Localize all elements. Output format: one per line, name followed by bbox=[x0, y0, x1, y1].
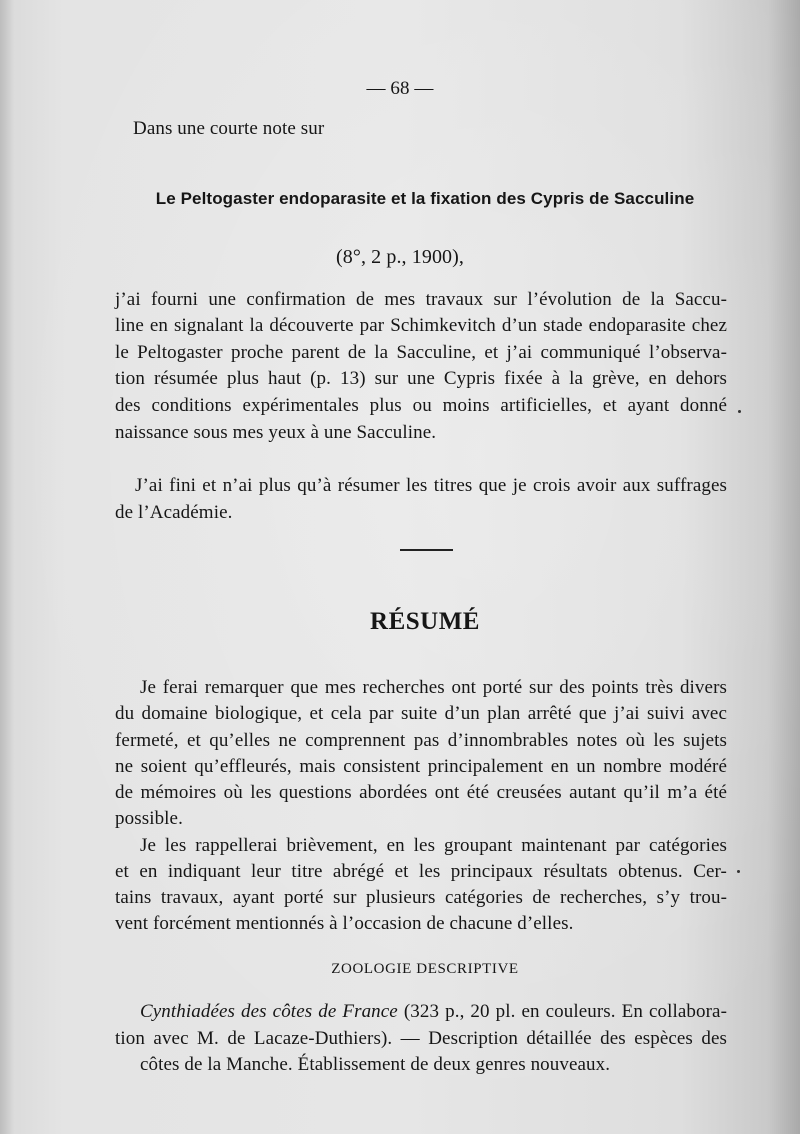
paragraph-line: fermeté, et qu’elles ne comprennent pas d’innombrables notes où les sujets bbox=[115, 730, 727, 751]
paragraph-line: tion résumée plus haut (p. 13) sur une Cypris fixée à la grève, en dehors bbox=[115, 368, 727, 389]
paragraph-line: de l’Académie. bbox=[115, 502, 233, 523]
paragraph-line: Je les rappellerai brièvement, en les groupant maintenant par catégories bbox=[140, 835, 727, 856]
work-title: Le Peltogaster endoparasite et la fixation des Cypris de Sacculine bbox=[155, 189, 695, 208]
paragraph-line: possible. bbox=[115, 808, 183, 829]
work-meta: (8°, 2 p., 1900), bbox=[335, 246, 465, 268]
subsection-title: ZOOLOGIE DESCRIPTIVE bbox=[331, 961, 519, 977]
paragraph-line: des conditions expérimentales plus ou moins artificielles, et ayant donné bbox=[115, 395, 727, 416]
entry-line: côtes de la Manche. Établissement de deux genres nouveaux. bbox=[140, 1054, 611, 1075]
separator-rule bbox=[400, 549, 453, 551]
paragraph-line: line en signalant la découverte par Schimkevitch d’un stade endoparasite chez bbox=[115, 315, 727, 336]
entry-title: Cynthiadées des côtes de France bbox=[140, 1001, 398, 1022]
paragraph-line: j’ai fourni une confirmation de mes travaux sur l’évolution de la Saccu- bbox=[115, 289, 727, 310]
section-title: RÉSUMÉ bbox=[370, 608, 480, 635]
paragraph-line: ne soient qu’effleurés, mais consistent principalement en un nombre modéré bbox=[115, 756, 727, 777]
paragraph-line: Je ferai remarquer que mes recherches ont porté sur des points très divers bbox=[140, 677, 727, 698]
paragraph-line: tains travaux, ayant porté sur plusieurs catégories de recherches, s’y trou- bbox=[115, 887, 727, 908]
entry-line bbox=[140, 999, 727, 1025]
paragraph-line: naissance sous mes yeux à une Sacculine. bbox=[115, 422, 437, 443]
page-number: — 68 — bbox=[366, 78, 434, 99]
print-speck bbox=[738, 410, 741, 413]
paragraph-line: du domaine biologique, et cela par suite d’un plan arrêté que j’ai suivi avec bbox=[115, 703, 727, 724]
paragraph-line: vent forcément mentionnés à l’occasion de chacune d’elles. bbox=[115, 913, 574, 934]
entry-line: tion avec M. de Lacaze-Duthiers). — Description détaillée des espèces des bbox=[115, 1028, 727, 1049]
paragraph-line: de mémoires où les questions abordées ont été creusées autant qu’il m’a été bbox=[115, 782, 727, 803]
paragraph-line: le Peltogaster proche parent de la Sacculine, et j’ai communiqué l’observa- bbox=[115, 342, 727, 363]
paragraph-line: et en indiquant leur titre abrégé et les principaux résultats obtenus. Cer- bbox=[115, 861, 727, 882]
intro-line: Dans une courte note sur bbox=[133, 118, 325, 139]
entry-details: (323 p., 20 pl. en couleurs. En collabora- bbox=[397, 1001, 727, 1022]
paragraph-line: J’ai fini et n’ai plus qu’à résumer les titres que je crois avoir aux suffrages bbox=[135, 475, 727, 496]
print-speck bbox=[737, 870, 740, 873]
